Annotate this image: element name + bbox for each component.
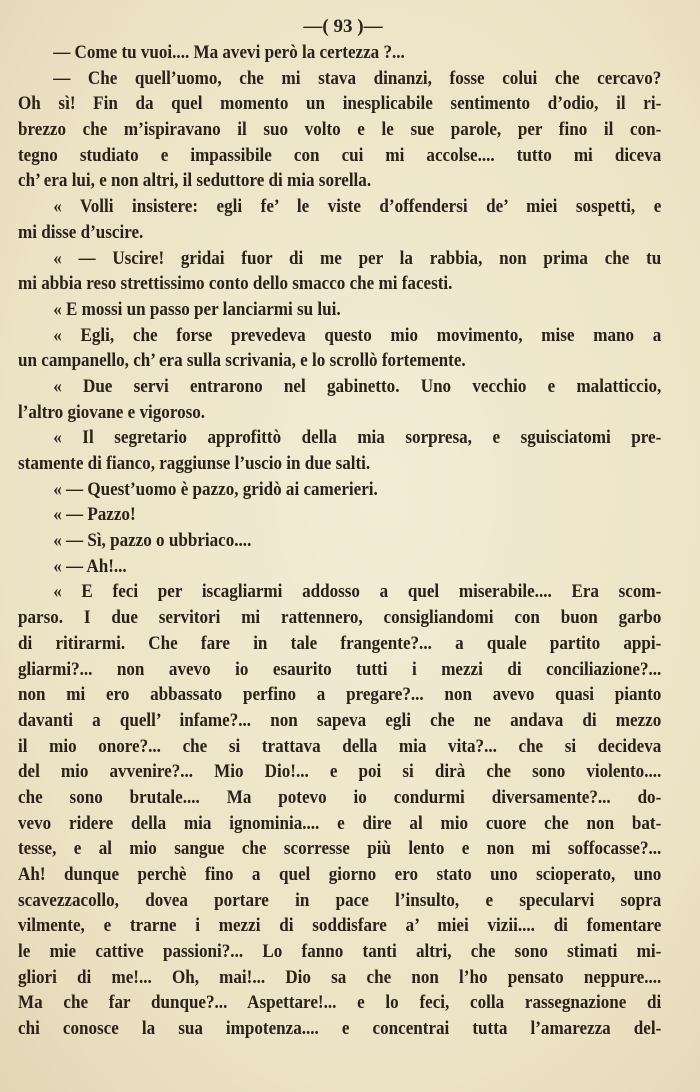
text-line: « E mossi un passo per lanciarmi su lui. [53,298,341,320]
text-line: gliori di me!... Oh, mai!... Dio sa che non l’ho pensato neppure.... [18,966,662,988]
text-line: un campanello, ch’ era sulla scrivania, e lo scrollò fortemente. [18,350,466,372]
text-line: Ah! dunque perchè fino a quel giorno ero stato uno scioperato, uno [18,864,662,885]
text-line: scavezzacollo, dovea portare in pace l’insulto, e specularvi sopra [18,889,662,911]
text-line: vilmente, e trarne i mezzi di soddisfare a’ miei vizii.... di fomentare [18,915,662,937]
text-line: gliarmi?... non avevo io esaurito tutti i mezzi di conciliazione?... [18,658,662,680]
text-line: Oh sì! Fin da quel momento un inesplicabile sentimento d’odio, il ri- [18,93,662,115]
text-line: — Che quell’uomo, che mi stava dinanzi, fosse colui che cercavo? [53,67,662,89]
text-line: che sono brutale.... Ma potevo io condurmi diversamente?... do- [18,786,662,808]
text-line: l’altro giovane e vigoroso. [18,401,206,423]
text-line: non mi ero abbassato perfino a pregare?... non avevo quasi pianto [18,684,662,706]
text-line: « — Sì, pazzo o ubbriaco.... [53,530,252,552]
text-line: davanti a quell’ infame?... non sapeva egli che ne andava di mezzo [18,709,662,731]
text-line: « E feci per iscagliarmi addosso a quel miserabile.... Era scom- [53,581,662,603]
body-text [18,40,661,1042]
text-line: « — Uscire! gridai fuor di me per la rabbia, non prima che tu [53,247,662,269]
text-line: « Due servi entrarono nel gabinetto. Uno vecchio e malatticcio, [53,375,662,397]
text-line: « Il segretario approfittò della mia sorpresa, e sguisciatomi pre- [53,427,662,449]
text-line: le mie cattive passioni?... Lo fanno tanti altri, che sono stimati mi- [18,941,662,963]
text-line: ch’ era lui, e non altri, il seduttore di mia sorella. [18,170,372,192]
text-line: di ritirarmi. Che fare in tale frangente?... a quale partito appi- [18,632,662,654]
text-line: « Volli insistere: egli fe’ le viste d’offendersi de’ miei sospetti, e [53,196,662,218]
text-line: il mio onore?... che si trattava della mia vita?... che si decideva [18,735,662,757]
text-line: mi disse d’uscire. [18,221,144,243]
text-line: chi conosce la sua impotenza.... e concentrai tutta l’amarezza del- [18,1018,662,1040]
text-line: « — Pazzo! [53,504,136,526]
text-line: « — Quest’uomo è pazzo, gridò ai camerieri. [53,478,378,500]
text-line: del mio avvenire?... Mio Dio!... e poi si dirà che sono violento.... [18,761,662,783]
text-line: Ma che far dunque?... Aspettare!... e lo feci, colla rassegnazione di [18,992,662,1014]
text-line: vevo ridere della mia ignominia.... e dire al mio cuore che non bat- [18,812,662,834]
text-line: tegno studiato e impassibile con cui mi accolse.... tutto mi diceva [18,144,662,166]
page-number: —( 93 )— [303,16,383,37]
text-line: « — Ah!... [53,555,127,577]
text-line: stamente di fianco, raggiunse l’uscio in due salti. [18,453,371,474]
text-line: mi abbia reso strettissimo conto dello smacco che mi facesti. [18,273,453,295]
text-line: « Egli, che forse prevedeva questo mio movimento, mise mano a [53,324,662,346]
text-line: parso. I due servitori mi rattennero, consigliandomi con buon garbo [18,607,662,629]
text-line: tesse, e al mio sangue che scorresse più lento e non mi soffocasse?... [18,838,662,860]
text-line: brezzo che m’ispiravano il suo volto e le sue parole, per fino il con- [18,119,662,141]
text-line: — Come tu vuoi.... Ma avevi però la certezza ?... [53,42,405,63]
